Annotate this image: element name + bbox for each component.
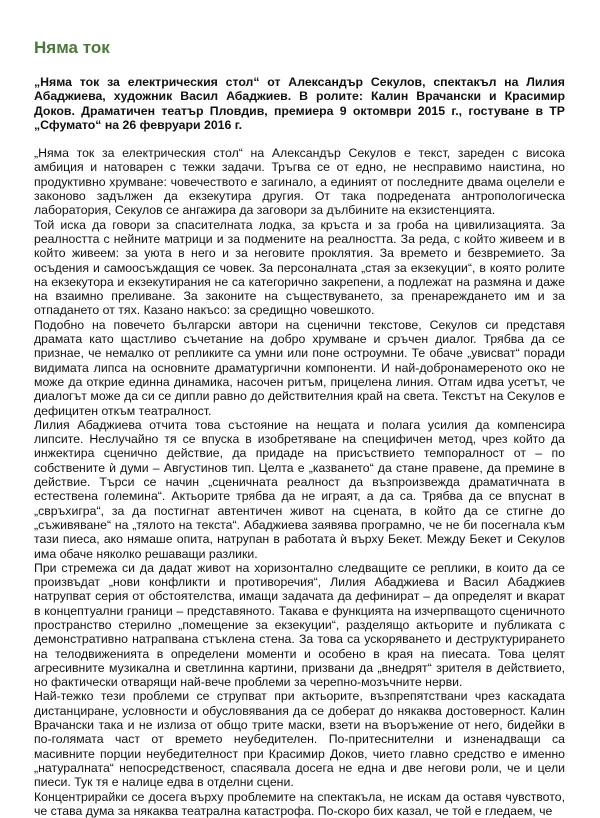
paragraph: Той иска да говори за спасителната лодка, за кръста и за гроба на цивилизацията. За реалността с нейните матрици и за подмените на реалността. За реда, с който живеем и в който живеем: за уюта в него и за неговите проклятия. За времето и безвремието. За осъдения и самоосъждащия се човек. За персоналната „стая за екзекуции“, в която ролите на екзекутора и екзекутирания не са категорично закрепени, а подлежат на размяна и даже на взаимно преливане. За законите на съществуването, за пренареждането им и за отпадането от тях. Казано накъсо: за средищно човешкото. <box>34 217 565 318</box>
paragraph: Лилия Абаджиева отчита това състояние на нещата и полага усилия да компенсира липсите. Неслучайно тя се впуска в изобретяване на специфичен метод, чрез който да инжектира сценично действие, да придаде на присъствието темпоралност от – по собствените ѝ думи – Августинов тип. Целта е „казването“ да стане правене, да премине в действие. Търси се начин „сценичната реалност да възпроизвежда драматичната в естествена големина“. Актьорите трябва да не играят, а да са. Трябва да се впуснат в „свръхигра“, за да постигнат автентичен живот на сцената, в който да се стигне до „съживяване“ на „тялото на текста“. Абаджиева заявява програмно, че не би посегнала към тази пиеса, ако нямаше опита, натрупан в работата ѝ върху Бекет. Между Бекет и Секулов има обаче няколко решаващи разлики. <box>34 417 565 561</box>
paragraph: При стремежа си да дадат живот на хоризонтално следващите се реплики, в които да се произвъдат „нови конфликти и противоречия“, Лилия Абаджиева и Васил Абаджиев натрупват серия от обстоятелства, имащи задачата да дефинират – да определят и вкарат в концептуални граници – представяното. Такава е функцията на изчерпващото сценичното пространство стерилно „помещение за екзекуции“, разделящо актьорите и публиката с демонстративно натрапвана стъклена стена. За това са ускоряването и деструктурирането на телодвиженията в определени моменти и особено в края на пиесата. Това целят агресивните музикална и светлинна картини, призвани да „внедрят“ зрителя в действието, но фактически отварящи най-вече проблеми за черепно-мозъчните нерви. <box>34 560 565 690</box>
page-title: Няма ток <box>34 38 110 57</box>
article-lead: „Няма ток за електрическия стол“ от Александър Секулов, спектакъл на Лилия Абаджиева, художник Васил Абаджиев. В ролите: Калин Врачански и Красимир Доков. Драматичен театър Пловдив, премиера 9 октомври 2015 г., гостуване в ТР „Сфумато“ на 26 февруари 2016 г. <box>34 75 565 132</box>
article-body <box>34 146 565 818</box>
article <box>34 0 565 818</box>
paragraph: Концентрирайки се досега върху проблемите на спектакъла, не искам да оставя чувството, че става дума за някаква театрална катастрофа. По-скоро бих казал, че той е гледаем, че <box>34 789 565 818</box>
paragraph: Най-тежко тези проблеми се струпват при актьорите, възпрепятствани чрез каскадата дистанциране, условности и обусловявания да се доберат до някаква достоверност. Калин Врачански така и не излиза от общо трите маски, взети на въоръжение от него, бидейки в по-голямата част от времето неубедителен. По-притеснителни и изненадващи са масивните порции неубедителност при Красимир Доков, чието главно средство е именно „натуралната“ непосредственост, спасявала досега не една и две негови роли, че и цели пиеси. Тук тя е налице едва в отделни сцени. <box>34 689 565 790</box>
paragraph: „Няма ток за електрическия стол“ на Александър Секулов е текст, зареден с висока амбиция и натоварен с тежки задачи. Тръгва се от едно, не несправимо наистина, но продуктивно хрумване: човечеството е загинало, а единият от последните двама оцелели е законово задължен да екзекутира другия. От така подредената антропологическа лаборатория, Секулов се ангажира да заговори за дълбините на екзистенцията. <box>34 146 565 218</box>
paragraph: Подобно на повечето български автори на сценични текстове, Секулов си представя драмата като щастливо съчетание на добро хрумване и сръчен диалог. Трябва да се признае, че немалко от репликите са умни или поне остроумни. Те обаче „увисват“ поради видимата липса на основните драматургични компоненти. И най-добронамереното око не може да открие единна динамика, насочен ритъм, прицелена линия. Отгам идва усетът, че диалогът може да си се дипли равно до действителния край на света. Текстът на Секулов е дефицитен откъм театралност. <box>34 317 565 418</box>
